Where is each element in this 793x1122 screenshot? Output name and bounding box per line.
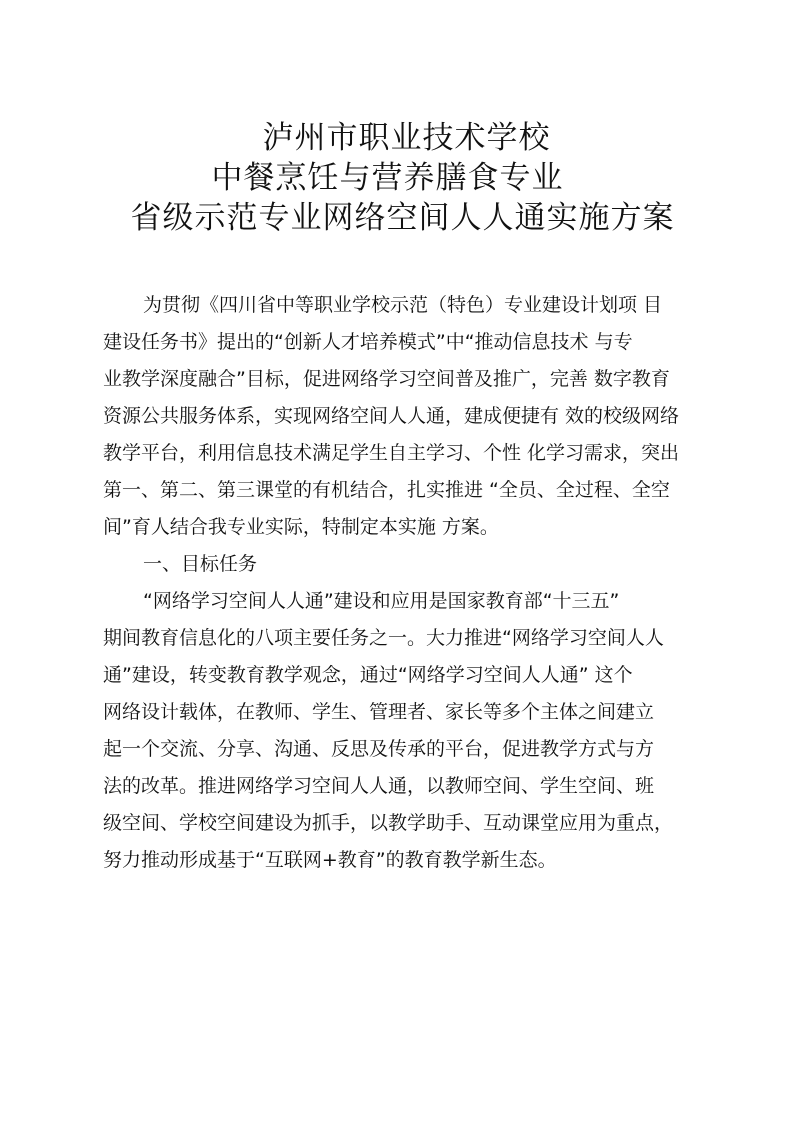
intro-line: 教学平台，利用信息技术满足学生自主学习、个性 化学习需求，突出 (103, 442, 680, 464)
title-line-plan: 省级示范专业网络空间人人通实施方案 (130, 200, 675, 236)
section-line: 期间教育信息化的八项主要任务之一。大力推进“网络学习空间人人 (103, 627, 664, 649)
section-line: 努力推动形成基于“互联网+教育”的教育教学新生态。 (103, 849, 557, 871)
intro-line: 为贯彻《四川省中等职业学校示范（特色）专业建设计划项 目 (143, 294, 663, 316)
intro-line: 资源公共服务体系，实现网络空间人人通，建成便捷有 效的校级网络 (103, 405, 680, 427)
section-line: 级空间、学校空间建设为抓手，以教学助手、互动课堂应用为重点， (103, 812, 674, 834)
intro-line: 第一、第二、第三课堂的有机结合，扎实推进 “全员、全过程、全空 (103, 479, 670, 501)
section-line: 网络设计载体，在教师、学生、管理者、家长等多个主体之间建立 (103, 701, 655, 723)
document-title (0, 118, 793, 238)
section-line: 法的改革。推进网络学习空间人人通，以教师空间、学生空间、班 (103, 775, 655, 797)
section-heading: 一、目标任务 (143, 553, 258, 575)
intro-line: 建设任务书》提出的“创新人才培养模式”中“推动信息技术 与专 (103, 331, 633, 353)
intro-line: 业教学深度融合”目标，促进网络学习空间普及推广，完善 数字教育 (103, 368, 670, 390)
section-line: 起一个交流、分享、沟通、反思及传承的平台，促进教学方式与方 (103, 738, 655, 760)
section-line: “网络学习空间人人通”建设和应用是国家教育部“十三五” (143, 590, 620, 612)
title-line-major: 中餐烹饪与营养膳食专业 (211, 160, 564, 196)
title-line-school: 泸州市职业技术学校 (262, 120, 551, 156)
intro-line: 间”育人结合我专业实际，特制定本实施 方案。 (103, 516, 499, 538)
section-line: 通”建设，转变教育教学观念，通过“网络学习空间人人通” 这个 (103, 664, 633, 686)
